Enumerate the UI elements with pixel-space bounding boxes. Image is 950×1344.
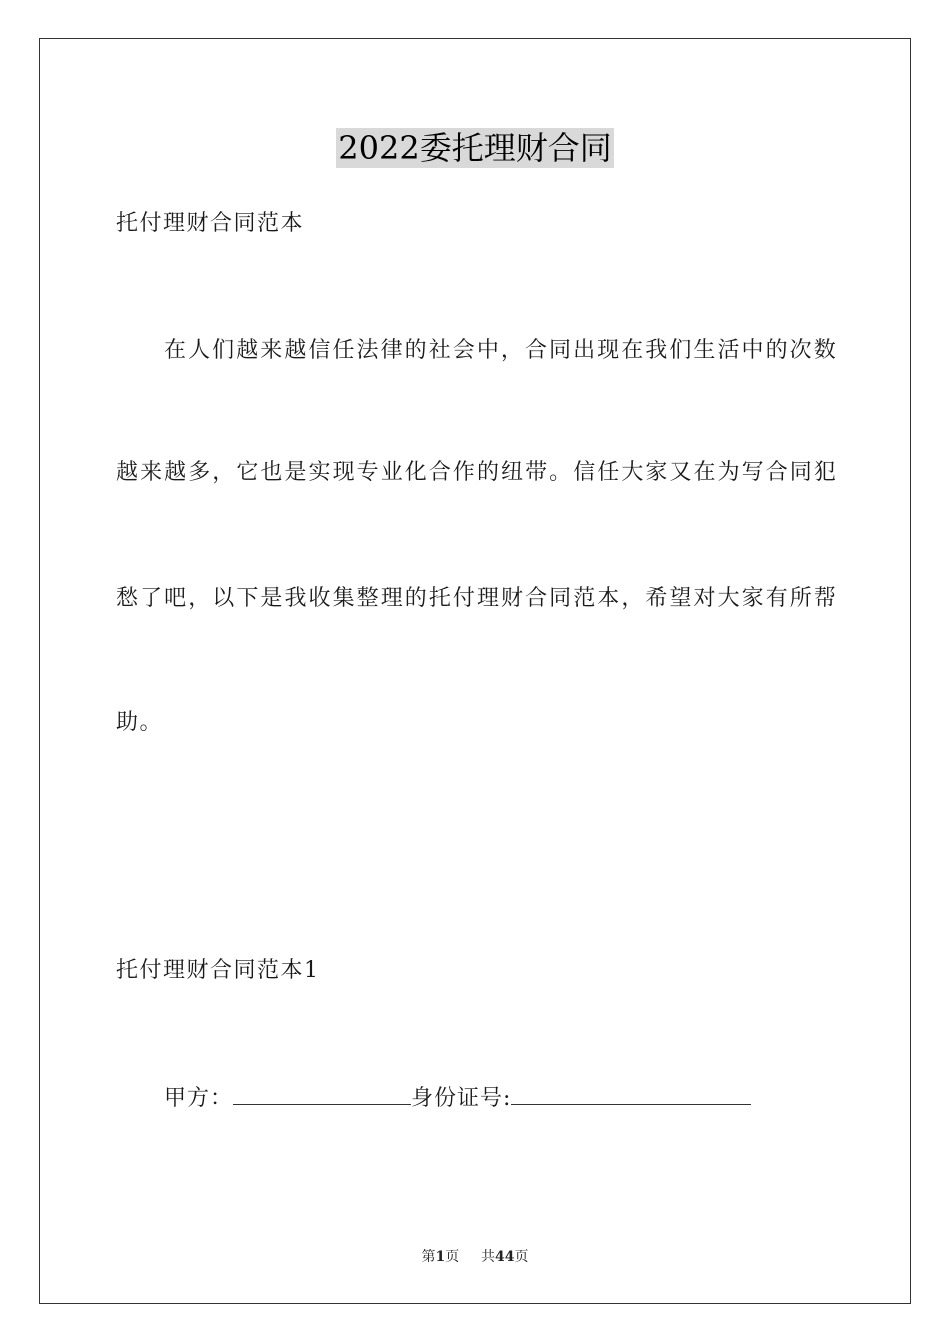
intro-char: 写 bbox=[741, 460, 764, 485]
intro-char: 希 bbox=[645, 586, 668, 611]
page-footer bbox=[0, 1246, 950, 1266]
page-current: 1 bbox=[435, 1249, 446, 1265]
intro-char: 中 bbox=[476, 338, 499, 363]
intro-char: 有 bbox=[765, 586, 788, 611]
intro-char: 法 bbox=[356, 338, 379, 363]
intro-line-4: 助。 bbox=[116, 710, 164, 735]
intro-char: 集 bbox=[332, 586, 355, 611]
intro-char: 生 bbox=[693, 338, 716, 363]
intro-char: 望 bbox=[669, 586, 692, 611]
intro-char: 现 bbox=[597, 338, 620, 363]
intro-char: 任 bbox=[597, 460, 620, 485]
intro-char: 范 bbox=[573, 586, 596, 611]
intro-char: 在 bbox=[164, 338, 187, 363]
intro-char: 犯 bbox=[813, 460, 836, 485]
intro-char: 专 bbox=[356, 460, 379, 485]
intro-char: 律 bbox=[380, 338, 403, 363]
intro-char: 同 bbox=[549, 586, 572, 611]
intro-char: 合 bbox=[428, 460, 451, 485]
intro-char: 来 bbox=[260, 338, 283, 363]
intro-char: 任 bbox=[332, 338, 355, 363]
total-prefix: 共 bbox=[481, 1249, 496, 1265]
party-a-label: 甲方： bbox=[164, 1086, 234, 1111]
intro-char: 家 bbox=[645, 460, 668, 485]
intro-char: ， bbox=[500, 338, 523, 363]
intro-char: 也 bbox=[260, 460, 283, 485]
intro-char: 本 bbox=[597, 586, 620, 611]
page-total: 44 bbox=[495, 1249, 515, 1265]
intro-char: 人 bbox=[188, 338, 211, 363]
page-prefix: 第 bbox=[421, 1249, 436, 1265]
intro-char: 同 bbox=[549, 338, 572, 363]
intro-char: 吧 bbox=[164, 586, 187, 611]
intro-char: 多 bbox=[188, 460, 211, 485]
document-subtitle: 托付理财合同范本 bbox=[116, 211, 305, 236]
intro-char: 它 bbox=[236, 460, 259, 485]
intro-char: 同 bbox=[789, 460, 812, 485]
intro-char: 越 bbox=[116, 460, 139, 485]
intro-char: 理 bbox=[476, 586, 499, 611]
intro-char: 了 bbox=[140, 586, 163, 611]
intro-line-3 bbox=[116, 584, 836, 614]
intro-char: 的 bbox=[404, 586, 427, 611]
intro-char: 家 bbox=[741, 586, 764, 611]
page-suffix: 页 bbox=[445, 1249, 460, 1265]
intro-char: 的 bbox=[404, 338, 427, 363]
intro-char: 们 bbox=[669, 338, 692, 363]
intro-char: 信 bbox=[308, 338, 331, 363]
intro-char: 数 bbox=[813, 338, 836, 363]
intro-char: 化 bbox=[404, 460, 427, 485]
intro-char: 合 bbox=[524, 338, 547, 363]
intro-char: 我 bbox=[284, 586, 307, 611]
id-number-label: 身份证号: bbox=[411, 1086, 512, 1111]
intro-char: 以 bbox=[212, 586, 235, 611]
total-suffix: 页 bbox=[514, 1249, 529, 1265]
intro-char: 付 bbox=[452, 586, 475, 611]
page-indicator bbox=[421, 1249, 459, 1265]
intro-char: 愁 bbox=[116, 586, 139, 611]
intro-char: 现 bbox=[332, 460, 355, 485]
intro-char: 是 bbox=[284, 460, 307, 485]
party-a-name-field[interactable] bbox=[233, 1082, 411, 1105]
intro-char: 是 bbox=[260, 586, 283, 611]
intro-char: 。 bbox=[549, 460, 572, 485]
id-number-field[interactable] bbox=[511, 1082, 751, 1105]
intro-char: 收 bbox=[308, 586, 331, 611]
intro-char: 托 bbox=[428, 586, 451, 611]
intro-char: 活 bbox=[717, 338, 740, 363]
intro-char: 又 bbox=[669, 460, 692, 485]
intro-char: 带 bbox=[525, 460, 548, 485]
intro-char: 在 bbox=[693, 460, 716, 485]
intro-char: 在 bbox=[621, 338, 644, 363]
intro-char: 来 bbox=[140, 460, 163, 485]
document-title: 2022委托理财合同 bbox=[338, 129, 612, 167]
intro-char: 大 bbox=[717, 586, 740, 611]
intro-char: 所 bbox=[789, 586, 812, 611]
intro-char: 越 bbox=[236, 338, 259, 363]
intro-char: 合 bbox=[765, 460, 788, 485]
intro-char: 业 bbox=[380, 460, 403, 485]
intro-char: ， bbox=[212, 460, 235, 485]
party-a-row bbox=[164, 1082, 836, 1114]
intro-char: 作 bbox=[452, 460, 475, 485]
intro-char: 帮 bbox=[813, 586, 836, 611]
intro-char: 们 bbox=[212, 338, 235, 363]
intro-char: 对 bbox=[693, 586, 716, 611]
intro-char: 的 bbox=[765, 338, 788, 363]
intro-char: 会 bbox=[452, 338, 475, 363]
intro-line-1 bbox=[164, 336, 836, 366]
intro-char: 出 bbox=[573, 338, 596, 363]
title-container bbox=[0, 128, 950, 168]
intro-char: 越 bbox=[284, 338, 307, 363]
intro-char: 大 bbox=[621, 460, 644, 485]
intro-char: 理 bbox=[380, 586, 403, 611]
intro-char: 实 bbox=[308, 460, 331, 485]
intro-char: 整 bbox=[356, 586, 379, 611]
intro-char: 纽 bbox=[501, 460, 524, 485]
page-total-indicator bbox=[481, 1249, 528, 1265]
intro-char: 越 bbox=[164, 460, 187, 485]
intro-char: 为 bbox=[717, 460, 740, 485]
intro-char: 我 bbox=[645, 338, 668, 363]
intro-char: 财 bbox=[501, 586, 524, 611]
intro-char: ， bbox=[188, 586, 211, 611]
intro-char: 中 bbox=[741, 338, 764, 363]
intro-char: 信 bbox=[573, 460, 596, 485]
intro-line-2 bbox=[116, 458, 836, 488]
intro-char: ， bbox=[621, 586, 644, 611]
intro-char: 次 bbox=[789, 338, 812, 363]
section-heading: 托付理财合同范本1 bbox=[116, 958, 320, 983]
intro-char: 社 bbox=[428, 338, 451, 363]
intro-char: 的 bbox=[476, 460, 499, 485]
intro-char: 下 bbox=[236, 586, 259, 611]
intro-char: 合 bbox=[525, 586, 548, 611]
